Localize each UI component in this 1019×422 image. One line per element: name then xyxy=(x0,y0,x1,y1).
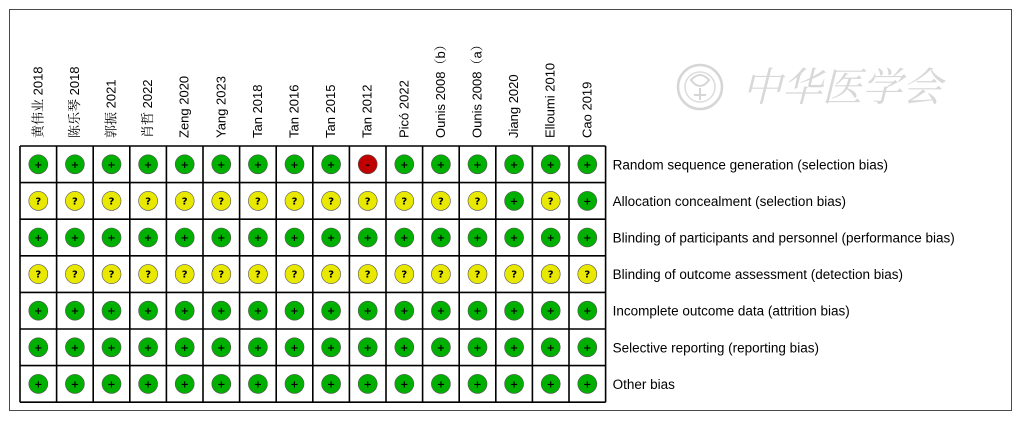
judgement-symbol: ? xyxy=(71,196,78,208)
judgement-symbol: ? xyxy=(364,269,371,281)
judgement-symbol: + xyxy=(326,159,336,171)
judgement-marker-unclear xyxy=(431,191,450,210)
judgement-marker-low xyxy=(505,191,524,210)
judgement-marker-low xyxy=(322,338,341,357)
judgement-symbol: + xyxy=(363,379,372,391)
judgement-symbol: + xyxy=(363,342,372,354)
study-label: Jiang 2020 xyxy=(506,74,522,138)
judgement-symbol: + xyxy=(363,306,372,318)
judgement-marker-low xyxy=(248,155,267,174)
judgement-marker-low xyxy=(322,155,341,174)
judgement-symbol: + xyxy=(326,233,336,244)
judgement-symbol: ? xyxy=(584,269,591,281)
judgement-marker-unclear xyxy=(248,265,267,284)
judgement-symbol: + xyxy=(253,379,263,391)
judgement-marker-low xyxy=(505,228,524,247)
judgement-symbol: + xyxy=(400,159,409,171)
judgement-symbol: + xyxy=(107,233,116,244)
judgement-symbol: + xyxy=(217,159,226,171)
study-label: Tan 2016 xyxy=(286,84,302,138)
judgement-marker-low xyxy=(322,301,341,320)
judgement-symbol: + xyxy=(70,306,80,318)
judgement-symbol: + xyxy=(473,233,482,244)
judgement-marker-low xyxy=(578,155,597,174)
judgement-marker-unclear xyxy=(102,191,121,210)
judgement-symbol: + xyxy=(473,379,482,391)
judgement-marker-unclear xyxy=(285,265,304,284)
judgement-marker-low xyxy=(468,228,487,247)
judgement-marker-low xyxy=(248,228,267,247)
judgement-marker-low xyxy=(29,374,48,393)
judgement-marker-low xyxy=(65,374,84,393)
judgement-symbol: + xyxy=(473,342,482,354)
judgement-symbol: + xyxy=(326,379,336,391)
judgement-symbol: + xyxy=(509,196,519,208)
judgement-symbol: + xyxy=(180,159,189,171)
domain-label: Selective reporting (reporting bias) xyxy=(612,340,819,356)
judgement-symbol: ? xyxy=(437,196,444,208)
judgement-symbol: ? xyxy=(254,196,261,208)
study-label: 黄伟业 2018 xyxy=(30,66,46,138)
judgement-symbol: + xyxy=(583,379,592,391)
judgement-marker-low xyxy=(212,301,231,320)
judgement-marker-unclear xyxy=(29,191,48,210)
judgement-marker-low xyxy=(175,301,194,320)
judgement-symbol: + xyxy=(400,233,409,244)
judgement-marker-low xyxy=(541,374,560,393)
judgement-marker-unclear xyxy=(29,265,48,284)
judgement-marker-low xyxy=(322,374,341,393)
judgement-marker-unclear xyxy=(578,265,597,284)
judgement-symbol: ? xyxy=(328,269,335,281)
judgement-marker-low xyxy=(578,191,597,210)
judgement-symbol: ? xyxy=(218,196,225,208)
judgement-marker-unclear xyxy=(65,265,84,284)
judgement-symbol: + xyxy=(326,342,336,354)
judgement-marker-low xyxy=(505,374,524,393)
judgement-marker-low xyxy=(505,155,524,174)
judgement-marker-low xyxy=(541,228,560,247)
judgement-marker-low xyxy=(578,338,597,357)
judgement-symbol: + xyxy=(70,379,80,391)
judgement-marker-unclear xyxy=(175,191,194,210)
judgement-marker-low xyxy=(139,338,158,357)
judgement-marker-low xyxy=(285,338,304,357)
judgement-marker-unclear xyxy=(139,265,158,284)
judgement-marker-unclear xyxy=(358,191,377,210)
judgement-symbol: ? xyxy=(218,269,225,281)
judgement-symbol: ? xyxy=(291,269,298,281)
domain-label: Other bias xyxy=(612,376,675,392)
judgement-symbol: + xyxy=(217,306,226,318)
judgement-symbol: + xyxy=(217,379,226,391)
judgement-marker-low xyxy=(505,338,524,357)
judgement-symbol: + xyxy=(253,159,263,171)
judgement-symbol: + xyxy=(509,379,519,391)
judgement-symbol: ? xyxy=(254,269,261,281)
study-label: Picó 2022 xyxy=(396,80,412,138)
judgement-symbol: ? xyxy=(35,269,42,281)
judgement-symbol: + xyxy=(546,306,555,318)
judgement-marker-low xyxy=(505,301,524,320)
judgement-symbol: + xyxy=(509,306,519,318)
judgement-symbol: ? xyxy=(547,196,554,208)
judgement-marker-low xyxy=(139,374,158,393)
judgement-marker-low xyxy=(248,338,267,357)
judgement-symbol: + xyxy=(546,379,555,391)
judgement-marker-unclear xyxy=(285,191,304,210)
judgement-marker-low xyxy=(175,155,194,174)
study-label: Elloumi 2010 xyxy=(542,62,558,138)
judgement-marker-low xyxy=(322,228,341,247)
judgement-symbol: ? xyxy=(181,269,188,281)
judgement-marker-unclear xyxy=(541,191,560,210)
judgement-marker-low xyxy=(395,374,414,393)
judgement-symbol: ? xyxy=(35,196,42,208)
judgement-symbol: + xyxy=(180,233,189,244)
judgement-marker-low xyxy=(285,228,304,247)
judgement-marker-low xyxy=(175,228,194,247)
judgement-marker-unclear xyxy=(248,191,267,210)
judgement-marker-low xyxy=(29,155,48,174)
judgement-marker-low xyxy=(395,338,414,357)
judgement-marker-low xyxy=(285,155,304,174)
judgement-symbol: + xyxy=(546,159,555,171)
judgement-symbol: + xyxy=(253,306,263,318)
judgement-symbol: ? xyxy=(474,196,481,208)
judgement-marker-low xyxy=(65,228,84,247)
judgement-marker-low xyxy=(65,155,84,174)
judgement-marker-unclear xyxy=(395,265,414,284)
judgement-marker-low xyxy=(358,374,377,393)
judgement-symbol: + xyxy=(546,342,555,354)
judgement-marker-low xyxy=(212,338,231,357)
judgement-symbol: ? xyxy=(145,269,152,281)
judgement-marker-low xyxy=(395,228,414,247)
study-label: Ounis 2008（b） xyxy=(432,38,448,138)
judgement-symbol: + xyxy=(436,379,446,391)
judgement-marker-low xyxy=(468,301,487,320)
study-label: Tan 2018 xyxy=(249,84,265,138)
judgement-marker-low xyxy=(65,338,84,357)
judgement-marker-low xyxy=(29,228,48,247)
domain-label: Blinding of participants and personnel (performance bias) xyxy=(612,230,955,246)
judgement-symbol: + xyxy=(509,159,519,171)
judgement-marker-low xyxy=(102,155,121,174)
judgement-marker-unclear xyxy=(322,265,341,284)
domain-label: Random sequence generation (selection bias) xyxy=(612,157,889,173)
judgement-symbol: + xyxy=(400,379,409,391)
judgement-symbol: + xyxy=(143,379,153,391)
judgement-marker-low xyxy=(468,155,487,174)
judgement-symbol: + xyxy=(400,306,409,318)
judgement-marker-low xyxy=(212,228,231,247)
judgement-marker-unclear xyxy=(395,191,414,210)
study-label: Ounis 2008（a） xyxy=(469,38,485,138)
judgement-symbol: + xyxy=(436,159,446,171)
judgement-marker-unclear xyxy=(431,265,450,284)
judgement-marker-low xyxy=(102,301,121,320)
judgement-marker-low xyxy=(175,338,194,357)
judgement-symbol: + xyxy=(509,342,519,354)
judgement-marker-low xyxy=(395,155,414,174)
judgement-marker-low xyxy=(102,374,121,393)
judgement-symbol: + xyxy=(473,306,482,318)
judgement-marker-low xyxy=(29,338,48,357)
judgement-symbol: ? xyxy=(71,269,78,281)
judgement-marker-low xyxy=(541,338,560,357)
judgement-symbol: + xyxy=(180,379,189,391)
judgement-marker-low xyxy=(139,155,158,174)
judgement-symbol: + xyxy=(143,342,153,354)
judgement-marker-low xyxy=(285,301,304,320)
judgement-symbol: ? xyxy=(364,196,371,208)
judgement-symbol: + xyxy=(143,233,153,244)
judgement-marker-unclear xyxy=(541,265,560,284)
domain-label: Blinding of outcome assessment (detection bias) xyxy=(612,267,904,283)
judgement-marker-low xyxy=(541,301,560,320)
judgement-marker-unclear xyxy=(212,265,231,284)
judgement-symbol: + xyxy=(180,306,189,318)
judgement-symbol: + xyxy=(436,233,446,244)
judgement-marker-high xyxy=(358,155,377,174)
judgement-symbol: + xyxy=(436,306,446,318)
judgement-marker-unclear xyxy=(505,265,524,284)
judgement-marker-low xyxy=(212,155,231,174)
study-label: 陈乐琴 2018 xyxy=(66,66,82,138)
judgement-symbol: + xyxy=(143,159,153,171)
study-label: 肖哲 2022 xyxy=(140,79,156,138)
watermark-seal-icon xyxy=(678,65,722,109)
judgement-symbol: + xyxy=(34,306,43,318)
judgement-marker-low xyxy=(578,374,597,393)
judgement-symbol: + xyxy=(70,342,80,354)
judgement-marker-low xyxy=(358,338,377,357)
judgement-symbol: + xyxy=(217,342,226,354)
judgement-symbol: + xyxy=(34,159,43,171)
judgement-marker-low xyxy=(65,301,84,320)
judgement-marker-low xyxy=(248,374,267,393)
judgement-marker-unclear xyxy=(102,265,121,284)
judgement-symbol: + xyxy=(217,233,226,244)
watermark xyxy=(678,65,946,111)
judgement-symbol: ? xyxy=(401,196,408,208)
judgement-symbol: + xyxy=(290,159,299,171)
judgement-symbol: ? xyxy=(474,269,481,281)
judgement-symbol: + xyxy=(253,342,263,354)
judgement-symbol: + xyxy=(180,342,189,354)
judgement-symbol: + xyxy=(363,233,372,244)
judgement-symbol: ? xyxy=(547,269,554,281)
judgement-symbol: + xyxy=(290,233,299,244)
watermark-text: 中华医学会 xyxy=(742,65,942,111)
judgement-symbol: ? xyxy=(145,196,152,208)
judgement-marker-low xyxy=(358,228,377,247)
judgement-symbol: + xyxy=(326,306,336,318)
judgement-marker-low xyxy=(248,301,267,320)
judgement-symbol: + xyxy=(253,233,263,244)
judgement-symbol: + xyxy=(107,342,116,354)
judgement-marker-unclear xyxy=(468,191,487,210)
judgement-symbol: + xyxy=(34,379,43,391)
study-label: Yang 2023 xyxy=(213,76,229,138)
judgement-symbol: + xyxy=(34,342,43,354)
judgement-symbol: + xyxy=(143,306,153,318)
judgement-marker-low xyxy=(139,301,158,320)
judgement-marker-unclear xyxy=(212,191,231,210)
judgement-marker-low xyxy=(541,155,560,174)
judgement-symbol: + xyxy=(290,342,299,354)
judgement-symbol: + xyxy=(583,196,592,208)
judgement-symbol: ? xyxy=(328,196,335,208)
study-label: Zeng 2020 xyxy=(176,75,192,138)
judgement-symbol: + xyxy=(70,233,80,244)
judgement-marker-low xyxy=(578,301,597,320)
judgement-marker-low xyxy=(358,301,377,320)
judgement-marker-low xyxy=(175,374,194,393)
judgement-marker-low xyxy=(468,374,487,393)
judgement-marker-low xyxy=(29,301,48,320)
judgement-symbol: ? xyxy=(181,196,188,208)
study-label: Tan 2015 xyxy=(323,84,339,138)
judgement-marker-low xyxy=(395,301,414,320)
study-label: Tan 2012 xyxy=(359,84,375,138)
judgement-marker-low xyxy=(212,374,231,393)
judgement-symbol: + xyxy=(583,342,592,354)
judgement-symbol: + xyxy=(34,233,43,244)
judgement-marker-unclear xyxy=(65,191,84,210)
study-labels xyxy=(30,38,594,138)
judgement-symbol: ? xyxy=(437,269,444,281)
judgement-marker-unclear xyxy=(139,191,158,210)
judgement-symbol: + xyxy=(70,159,80,171)
judgement-marker-unclear xyxy=(175,265,194,284)
judgement-marker-unclear xyxy=(468,265,487,284)
judgement-symbol: ? xyxy=(108,196,115,208)
judgement-marker-low xyxy=(431,301,450,320)
judgement-symbol: ? xyxy=(511,269,518,281)
judgement-marker-unclear xyxy=(358,265,377,284)
judgement-symbol: + xyxy=(509,233,519,244)
judgement-marker-low xyxy=(431,155,450,174)
judgement-marker-low xyxy=(139,228,158,247)
judgement-symbol: ? xyxy=(108,269,115,281)
judgement-symbol: + xyxy=(546,233,555,244)
judgement-marker-low xyxy=(285,374,304,393)
domain-label: Incomplete outcome data (attrition bias) xyxy=(612,303,850,319)
judgement-symbol: + xyxy=(400,342,409,354)
judgement-marker-low xyxy=(102,338,121,357)
domain-label: Allocation concealment (selection bias) xyxy=(612,193,846,209)
judgement-symbol: + xyxy=(290,306,299,318)
study-label: Cao 2019 xyxy=(579,81,595,138)
judgement-marker-low xyxy=(578,228,597,247)
judgement-symbol: + xyxy=(107,159,116,171)
judgement-symbol: + xyxy=(436,342,446,354)
judgement-symbol: ? xyxy=(291,196,298,208)
judgement-symbol: + xyxy=(473,159,482,171)
judgement-marker-low xyxy=(468,338,487,357)
judgement-symbol: - xyxy=(365,159,370,171)
study-label: 郭振 2021 xyxy=(103,79,119,138)
judgement-symbol: ? xyxy=(401,269,408,281)
judgement-symbol: + xyxy=(290,379,299,391)
judgement-symbol: + xyxy=(583,233,592,244)
domain-labels xyxy=(613,157,955,392)
judgement-marker-low xyxy=(431,228,450,247)
judgement-marker-low xyxy=(431,374,450,393)
judgement-marker-unclear xyxy=(322,191,341,210)
judgement-marker-low xyxy=(102,228,121,247)
judgement-symbol: + xyxy=(583,159,592,171)
judgement-symbol: + xyxy=(107,306,116,318)
judgement-symbol: + xyxy=(583,306,592,318)
judgement-symbol: + xyxy=(107,379,116,391)
judgement-marker-low xyxy=(431,338,450,357)
